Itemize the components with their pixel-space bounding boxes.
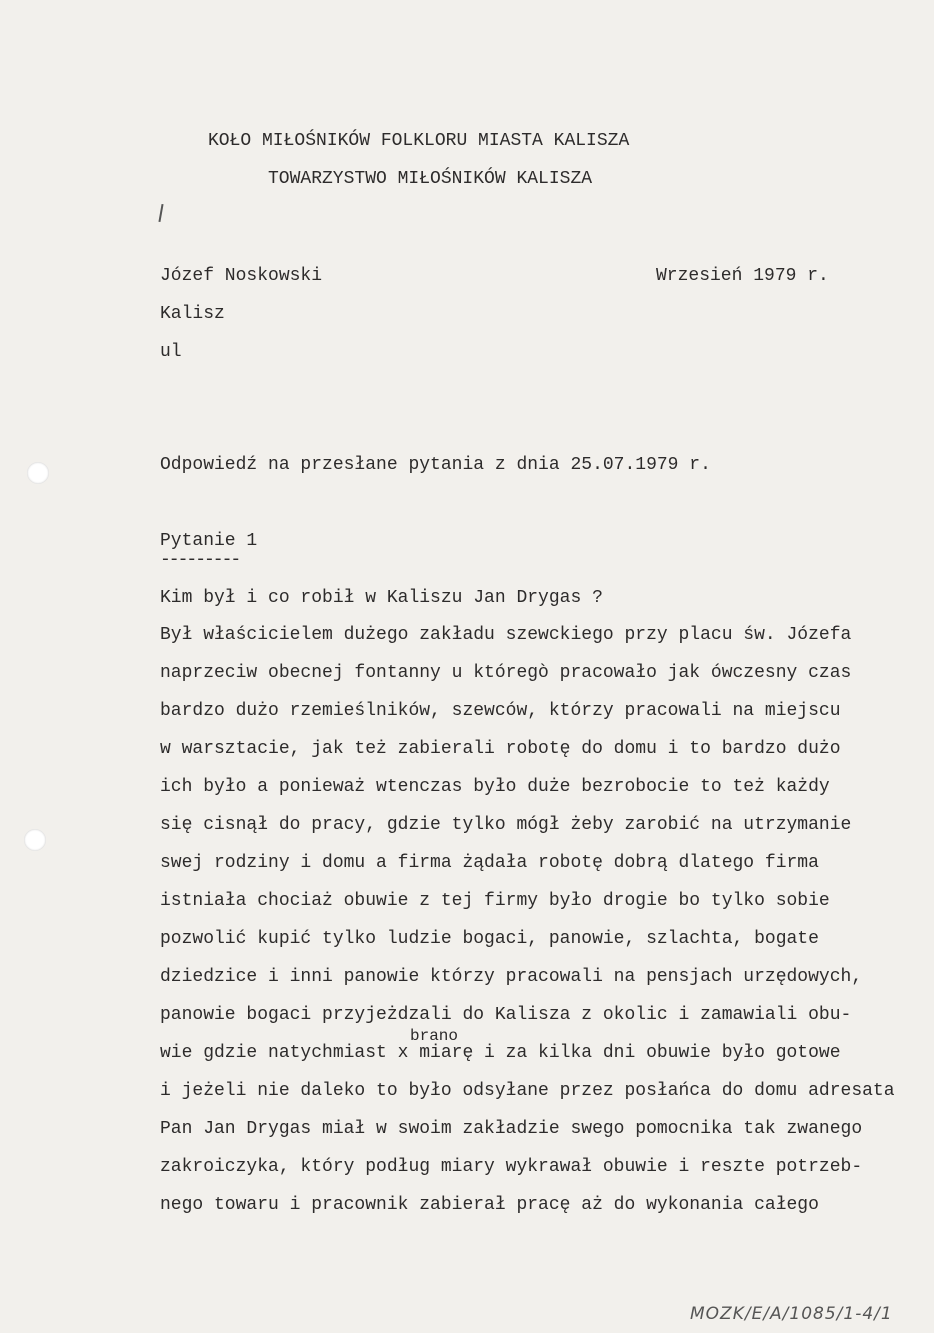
sender-street: ul [160, 342, 182, 362]
body-line: Pan Jan Drygas miał w swoim zakładzie swego pomocnika tak zwanego [160, 1119, 863, 1139]
punch-hole-top [27, 462, 49, 484]
interlinear-insertion: brano [410, 1027, 459, 1045]
body-line: dziedzice i inni panowie którzy pracowali na pensjach urzędowych, [160, 967, 863, 987]
body-line: ich było a ponieważ wtenczas było duże bezrobocie to też każdy [160, 777, 830, 797]
subject-line: Odpowiedź na przesłane pytania z dnia 25.07.1979 r. [160, 455, 711, 475]
body-line: Był właścicielem dużego zakładu szewckiego przy placu św. Józefa [160, 625, 852, 645]
body-line: się cisnął do pracy, gdzie tylko mógł żeby zarobić na utrzymanie [160, 815, 852, 835]
body-line: zakroiczyka, który podług miary wykrawał obuwie i reszte potrzeb- [160, 1157, 863, 1177]
pen-mark [158, 204, 163, 222]
body-line: pozwolić kupić tylko ludzie bogaci, panowie, szlachta, bogate [160, 929, 819, 949]
question-heading: Pytanie 1 [160, 531, 258, 551]
body-line: istniała chociaż obuwie z tej firmy było drogie bo tylko sobie [160, 891, 830, 911]
body-line: w warsztacie, jak też zabierali robotę do domu i to bardzo dużo [160, 739, 841, 759]
body-line: bardzo dużo rzemieślników, szewców, którzy pracowali na miejscu [160, 701, 841, 721]
body-line: naprzeciw obecnej fontanny u któregò pracowało jak ówczesny czas [160, 663, 852, 683]
punch-hole-bottom [24, 829, 46, 851]
body-line: wie gdzie natychmiast x miarę i za kilka dni obuwie było gotowe [160, 1043, 841, 1063]
letter-date: Wrzesień 1979 r. [656, 266, 829, 286]
body-line: i jeżeli nie daleko to było odsyłane przez posłańca do domu adresata [160, 1081, 895, 1101]
question-heading-underline: --------- [160, 550, 240, 570]
body-line: swej rodziny i domu a firma żądała robotę dobrą dlatego firma [160, 853, 819, 873]
sender-name: Józef Noskowski [160, 266, 323, 286]
sender-city: Kalisz [160, 304, 225, 324]
header-line-1: KOŁO MIŁOŚNIKÓW FOLKLORU MIASTA KALISZA [208, 131, 630, 151]
body-line: nego towaru i pracownik zabierał pracę aż do wykonania całego [160, 1195, 819, 1215]
header-line-2: TOWARZYSTWO MIŁOŚNIKÓW KALISZA [268, 169, 593, 189]
body-line: panowie bogaci przyjeżdzali do Kalisza z okolic i zamawiali obu- [160, 1005, 852, 1025]
question-text: Kim był i co robił w Kaliszu Jan Drygas ? [160, 588, 603, 608]
archive-reference: MOZK/E/A/1085/1-4/1 [690, 1304, 893, 1324]
